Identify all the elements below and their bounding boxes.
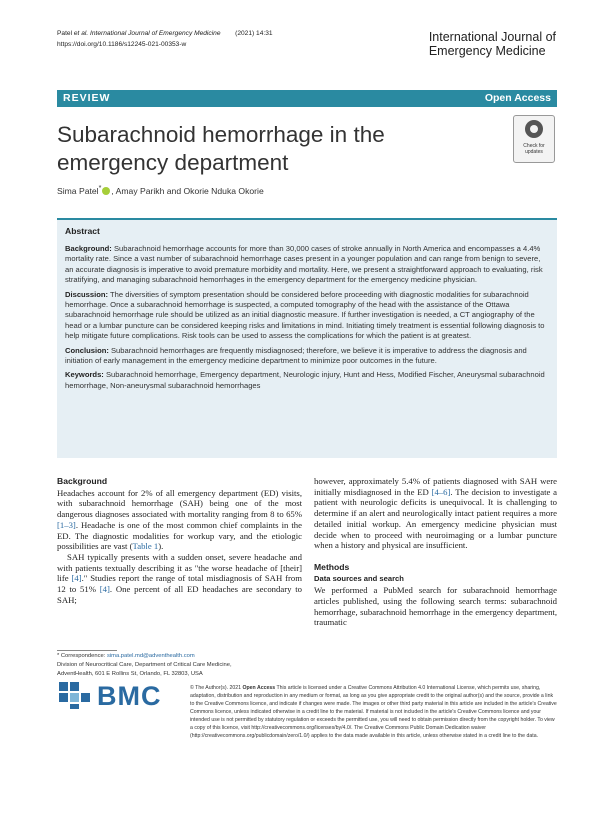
correspondence-footnote xyxy=(57,652,302,679)
citation-year: (2021) 14:31 xyxy=(235,30,273,37)
citation-link[interactable]: [4] xyxy=(99,584,110,595)
license-text: This article is licensed under a Creative Commons Attribution 4.0 International License, which permits use, sharing, adaptation, distribution and reproduction in any medium or format, as long as you give appropriate credit to the original author(s) and the source, provide a link to the Creative Commons licence, and indicate if changes were made. The images or other third party material in this article are included in the article's Creative Commons licence, unless indicated otherwise in a credit line to the material. If material is not included in the article's Creative Commons licence and your intended use is not permitted by statutory regulation or exceeds the permitted use, you will need to obtain permission directly from the copyright holder. To view a copy of this licence, visit http://creativecommons.org/licenses/by/4.0/. The Creative Commons Public Domain Dedication waiver (http://creativecommons.org/publicdomain/zero/1.0/) applies to the data made available in this article, unless otherwise stated in a credit line to the data. xyxy=(190,685,557,739)
abstract-background-text: Subarachnoid hemorrhage accounts for more than 30,000 cases of stroke annually in North America and encompasses a 4.4% mortality rate. Since a vast number of subarachnoid hemorrhage cases present in a younger population and can range from benign to severe, an accurate diagnosis is imperative to avoid premature morbidity and mortality. Here, we present a straightforward approach to evaluating, risk stratifying, and managing subarachnoid hemorrhages in the emergency department for the emergency medicine physician. xyxy=(65,244,543,285)
abstract-box xyxy=(57,218,557,458)
abstract-discussion-label: Discussion: xyxy=(65,289,109,299)
citation-journal: et al. International Journal of Emergency Medicine xyxy=(73,30,221,37)
data-sources-heading: Data sources and search xyxy=(314,573,404,583)
footnote-divider xyxy=(57,650,117,651)
methods-heading: Methods xyxy=(314,561,350,572)
article-title xyxy=(57,121,477,177)
abstract-background xyxy=(65,244,549,286)
abstract-keywords-text: Subarachnoid hemorrhage, Emergency department, Neurologic injury, Hunt and Hess, Modified Fischer, Aneurysmal subarachnoid hemorrhage, Non-aneurysmal subarachnoid hemorrhages xyxy=(65,370,545,390)
text-run: . One percent of all ED headaches are secondary to SAH; xyxy=(57,584,302,605)
article-type-label: REVIEW xyxy=(63,92,111,104)
license-open-access: Open Access xyxy=(242,685,276,691)
text-run: Headaches account for 2% of all emergency department (ED) visits, with subarachnoid hemorrhage (SAH) being one of the most dangerous diagnoses associated with mortality ranging from 8 to 65% xyxy=(57,487,302,520)
abstract-discussion-text: The diversities of symptom presentation should be considered before proceeding with diagnostic modalities for subarachnoid hemorrhage. Once a subarachnoid hemorrhage is suspected, a computed tomography of the head with the assistance of the Ottawa subarachnoid hemorrhage rule should be utilized as an initial diagnostic measure. If further investigation is needed, a CT angiography of the head or a lumbar puncture can be considered keeping risks and limitations in mind. Initiating timely treatment is essential following diagnosis to help mitigate future complications. Risk tools can be used to assess the complications for which the patient is at greatest. xyxy=(65,289,545,341)
text-run: . Headache is one of the most common chief complaints in the ED. The diagnostic modalities for workup vary, and the etiologic possibilities are vast ( xyxy=(57,519,302,552)
bmc-logo-icon xyxy=(57,680,95,710)
body-column-left xyxy=(57,476,302,605)
body-paragraph-1 xyxy=(57,488,302,552)
affiliation-line2: AdventHealth, 601 E Rollins St, Orlando, FL 32803, USA xyxy=(57,671,203,677)
text-run: ." Studies report the range of total misdiagnosis of SAH from 12 to 51% xyxy=(57,573,302,595)
author-first: Sima Patel xyxy=(57,185,99,196)
doi-link[interactable]: https://doi.org/10.1186/s12245-021-00353-w xyxy=(57,40,187,48)
abstract-conclusion-label: Conclusion: xyxy=(65,345,109,355)
abstract-keywords-label: Keywords: xyxy=(65,370,104,380)
correspondence-email[interactable]: sima.patel.md@adventhealth.com xyxy=(106,653,195,659)
text-run: however, approximately 5.4% of patients diagnosed with SAH were initially misdiagnosed in the ED xyxy=(314,476,557,497)
citation-link[interactable]: [1–3] xyxy=(57,519,76,530)
abstract-keywords xyxy=(65,370,549,391)
license-statement xyxy=(190,684,557,740)
text-run: . The decision to investigate a patient with neurologic deficits is unequivocal. It is challenging to determine if an alert and neurologically intact patient requires a more detailed initial workup. An emergency medicine physician must decide when to proceed with neuroimaging or a lumbar puncture when a history and physical are insufficient. xyxy=(314,486,557,551)
abstract-conclusion xyxy=(65,346,549,367)
methods-paragraph: We performed a PubMed search for subarachnoid hemorrhage articles published, using the following search terms: subarachnoid hemorrhage, subarachnoid hemorrhage in the emergency department, traumatic xyxy=(314,585,557,628)
article-title-line2: emergency department xyxy=(57,150,289,175)
text-run: ). xyxy=(158,541,164,552)
check-for-updates-badge[interactable] xyxy=(513,115,555,163)
citation-link[interactable]: [4] xyxy=(71,573,82,584)
license-copyright: © The Author(s). 2021 xyxy=(190,685,243,691)
citation-authors: Patel xyxy=(57,30,74,37)
body-paragraph-2 xyxy=(57,552,302,606)
article-title-line1: Subarachnoid hemorrhage in the xyxy=(57,122,385,147)
orcid-icon[interactable] xyxy=(102,187,110,195)
abstract-heading: Abstract xyxy=(65,226,100,236)
abstract-conclusion-text: Subarachnoid hemorrhages are frequently misdiagnosed; therefore, we believe it is imperative to address the diagnosis and initiation of early management in the emergency medicine department to minimize poor outcomes in the future. xyxy=(65,345,527,366)
journal-name-line1: International Journal of xyxy=(428,30,556,44)
journal-name-line2: Emergency Medicine xyxy=(428,44,546,58)
journal-name xyxy=(429,30,556,58)
abstract-background-label: Background: xyxy=(65,244,112,253)
body-paragraph-3 xyxy=(314,476,557,551)
bmc-logo-text: BMC xyxy=(97,681,162,711)
background-heading: Background xyxy=(57,476,108,486)
check-updates-icon xyxy=(525,120,543,138)
article-type-banner xyxy=(57,90,557,107)
abstract-discussion xyxy=(65,290,549,342)
affiliation-line1: Division of Neurocritical Care, Department of Critical Care Medicine, xyxy=(57,662,232,668)
check-updates-line2: updates xyxy=(525,149,543,155)
correspondence-label: * Correspondence: xyxy=(57,653,107,659)
citation-link[interactable]: [4–6] xyxy=(431,486,451,497)
check-updates-line1: Check for xyxy=(523,143,545,149)
spacer xyxy=(314,551,557,562)
citation-header xyxy=(57,29,273,50)
open-access-label: Open Access xyxy=(484,92,551,104)
body-column-right xyxy=(314,476,557,628)
table-link[interactable]: Table 1 xyxy=(132,541,159,552)
text-run: SAH typically presents with a sudden onset, severe headache and with patients textually describing it as "the worse headache of [their] life xyxy=(57,551,302,584)
author-rest: , Amay Parikh and Okorie Nduka Okorie xyxy=(111,185,264,196)
bmc-logo xyxy=(57,680,167,712)
author-list xyxy=(57,184,264,196)
corresponding-star: * xyxy=(98,184,102,192)
